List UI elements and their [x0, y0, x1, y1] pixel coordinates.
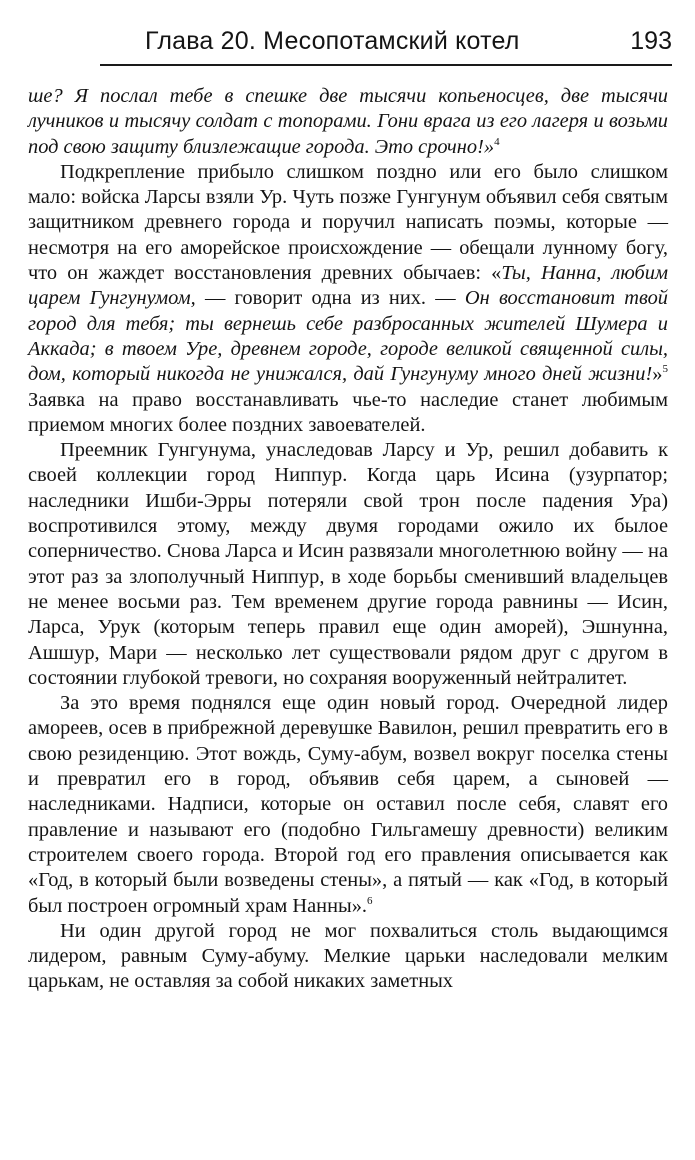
- text-run: Заявка на право восстанавливать чье-то наследие станет любимым приемом многих более поздних завоевателей.: [28, 388, 668, 436]
- running-header: [100, 20, 672, 56]
- paragraph: [28, 438, 668, 691]
- paragraph: [28, 84, 668, 160]
- footnote-marker: 4: [494, 135, 500, 148]
- footnote-marker: 5: [662, 363, 668, 376]
- page-number: 193: [630, 27, 672, 55]
- text-run: Ни один другой город не мог похвалиться столь выдающимся лидером, равным Суму-абуму. Мелкие царьки наследовали мелким царькам, не оставляя за собой никаких заметных: [28, 919, 668, 993]
- paragraph: [28, 919, 668, 995]
- text-run: — говорит одна из них. —: [195, 287, 465, 310]
- footnote-marker: 6: [367, 894, 373, 907]
- italic-quote: Он восстановит твой город для тебя; ты вернешь себе разбросанных жителей Шумера и Аккада; в твоем Уре, древнем городе, городе великой священной силы, дом, который никогда не унижался, дай Гунгунуму много дней жизни!: [28, 287, 668, 386]
- text-run: Подкрепление прибыло слишком поздно или его было слишком мало: войска Ларсы взяли Ур. Чуть позже Гунгунум объявил себя святым защитником древнего города и поручил написать поэмы, которые — несмотря на его аморейское происхождение — обещали лунному богу, что он жаждет восстановления древних обычаев: «: [28, 160, 668, 285]
- text-run: За это время поднялся еще один новый город. Очередной лидер амореев, осев в прибрежной деревушке Вавилон, решил превратить его в свою резиденцию. Этот вождь, Суму-абум, возвел вокруг поселка стены и превратил его в город, объявив себя царем, а сыновей — наследниками. Надписи, которые он оставил после себя, славят его правление и называют его (подобно Гильгамешу древности) великим строителем своего города. Второй год его правления описывается как «Год, в который были возведены стены», а пятый — как «Год, в который был построен огромный храм Нанны».: [28, 692, 668, 917]
- text-run: »: [652, 363, 663, 386]
- paragraph: [28, 691, 668, 919]
- chapter-title: Глава 20. Месопотамский котел: [145, 27, 520, 55]
- italic-quote: Ты, Нанна, любим царем Гунгунумом,: [28, 262, 668, 310]
- text-run: Преемник Гунгунума, унаследовав Ларсу и Ур, решил добавить к своей коллекции город Ниппур. Когда царь Исина (узурпатор; наследники Ишби-Эрры потеряли свой трон после падения Ура) воспротивился этому, между двумя городами ожило их былое соперничество. Снова Ларса и Исин развязали многолетнюю войну — на этот раз за злополучный Ниппур, в ходе борьбы сменивший владельцев не менее восьми раз. Тем временем другие города равнины — Исин, Ларса, Урук (которым теперь правил еще один аморей), Эшнунна, Ашшур, Мари — несколько лет существовали рядом друг с другом в состоянии глубокой тревоги, но сохраняя вооруженный нейтралитет.: [28, 439, 668, 689]
- italic-quote: ше? Я послал тебе в спешке две тысячи копьеносцев, две тысячи лучников и тысячу солдат с топорами. Гони врага из его лагеря и возьми под свою защиту близлежащие города. Это срочно!»: [28, 85, 668, 158]
- body-text: [28, 84, 668, 995]
- paragraph: [28, 160, 668, 438]
- header-rule: [100, 64, 672, 66]
